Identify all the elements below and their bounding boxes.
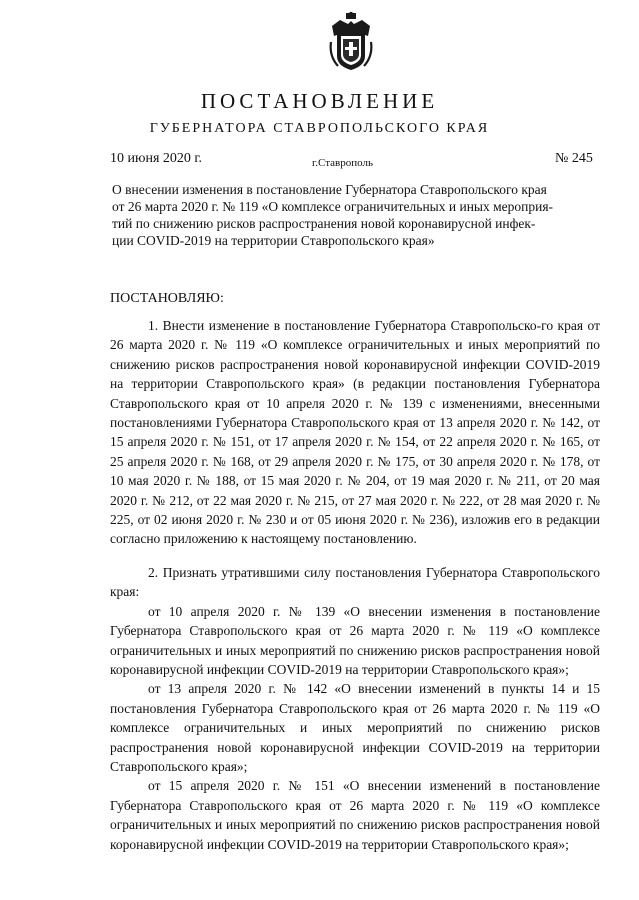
paragraph-2: 2. Признать утратившими силу постановления Губернатора Ставропольского края: [110, 564, 600, 600]
subject-line: О внесении изменения в постановление Губернатора Ставропольского края [112, 182, 547, 197]
document-subject [112, 181, 602, 249]
subject-line: от 26 марта 2020 г. № 119 «О комплексе ограничительных и иных мероприя- [112, 199, 554, 214]
coat-of-arms-icon [328, 12, 374, 72]
document-city: г.Ставрополь [312, 157, 373, 169]
document-body [110, 316, 600, 854]
paragraph-repeal-142: от 13 апреля 2020 г. № 142 «О внесении изменений в пункты 14 и 15 постановления Губернатора Ставропольского края от 26 марта 2020 г. № 119 «О комплексе ограничительных и иных мероприятий по снижению рисков распространения новой коронавирусной инфекции COVID-2019 на территории Ставропольского края»; [110, 681, 600, 774]
paragraph-repeal-151: от 15 апреля 2020 г. № 151 «О внесении изменений в постановление Губернатора Ставропольского края от 26 марта 2020 г. № 119 «О комплексе ограничительных и иных мероприятий по снижению рисков распространения новой коронавирусной инфекции COVID-2019 на территории Ставропольского края»; [110, 778, 600, 852]
subject-line: тий по снижению рисков распространения новой коронавирусной инфек- [112, 216, 536, 231]
paragraph-1: 1. Внести изменение в постановление Губернатора Ставропольско-го края от 26 марта 2020 г. № 119 «О комплексе ограничительных и иных мероприятий по снижению рисков распространения новой коронавирусной инфекции COVID-2019 на территории Ставропольского края» (в редакции постановления Губернатора Ставропольского края от 10 апреля 2020 г. № 139 с изменениями, внесенными постановлениями Губернатора Ставропольского края от 13 апреля 2020 г. № 142, от 15 апреля 2020 г. № 151, от 17 апреля 2020 г. № 154, от 22 апреля 2020 г. № 165, от 25 апреля 2020 г. № 168, от 29 апреля 2020 г. № 175, от 30 апреля 2020 г. № 178, от 10 мая 2020 г. № 188, от 15 мая 2020 г. № 204, от 19 мая 2020 г. № 211, от 20 мая 2020 г. № 212, от 22 мая 2020 г. № 215, от 27 мая 2020 г. № 222, от 28 мая 2020 г. № 225, от 02 июня 2020 г. № 230 и от 05 июня 2020 г. № 236), изложив его в редакции согласно приложению к настоящему постановлению. [110, 318, 600, 547]
paragraph-repeal-139: от 10 апреля 2020 г. № 139 «О внесении изменения в постановление Губернатора Ставропольского края от 26 марта 2020 г. № 119 «О комплексе ограничительных и иных мероприятий по снижению рисков распространения новой коронавирусной инфекции COVID-2019 на территории Ставропольского края»; [110, 603, 600, 677]
document-subtitle: ГУБЕРНАТОРА СТАВРОПОЛЬСКОГО КРАЯ [149, 121, 490, 136]
subject-line: ции COVID-2019 на территории Ставропольского края» [112, 233, 435, 248]
decree-word: ПОСТАНОВЛЯЮ: [110, 291, 224, 306]
document-date: 10 июня 2020 г. [110, 151, 203, 166]
document-number: № 245 [555, 151, 593, 166]
document-title: ПОСТАНОВЛЕНИЕ [200, 89, 439, 113]
